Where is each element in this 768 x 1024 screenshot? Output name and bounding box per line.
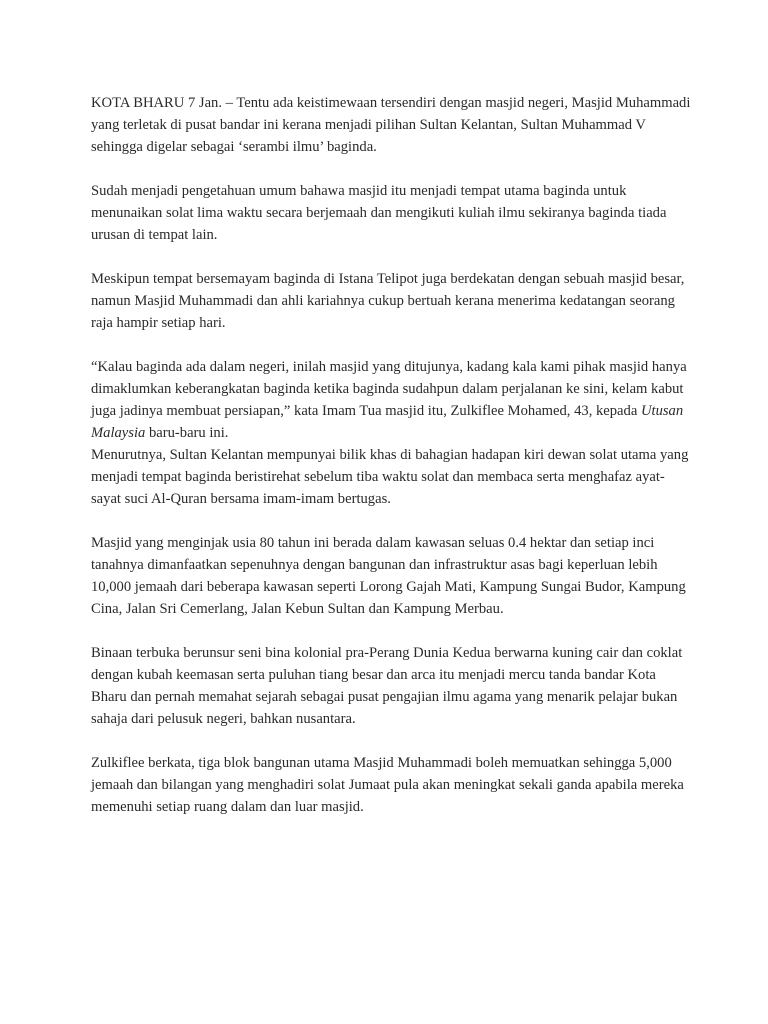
- publication-name: Utusan Malaysia: [91, 403, 684, 441]
- article-paragraph-8: Zulkiflee berkata, tiga blok bangunan utama Masjid Muhammadi boleh memuatkan sehingga 5,000 jemaah dan bilangan yang menghadiri solat Jumaat pula akan meningkat sekali ganda apabila mereka memenuhi setiap ruang dalam dan luar masjid.: [91, 755, 684, 815]
- quote-text: “Kalau baginda ada dalam negeri, inilah masjid yang ditujunya, kadang kala kami pihak masjid hanya dimaklumkan keberangkatan baginda ketika baginda sudahpun dalam perjalanan ke sini, kelam kabut juga jadinya membuat persiapan,” kata Imam Tua masjid itu, Zulkiflee Mohamed, 43, kepada: [91, 359, 687, 419]
- article-paragraph-6: Masjid yang menginjak usia 80 tahun ini berada dalam kawasan seluas 0.4 hektar dan setiap inci tanahnya dimanfaatkan sepenuhnya dengan bangunan dan infrastruktur asas bagi keperluan lebih 10,000 jemaah dari beberapa kawasan seperti Lorong Gajah Mati, Kampung Sungai Budor, Kampung Cina, Jalan Sri Cemerlang, Jalan Kebun Sultan dan Kampung Merbau.: [91, 535, 686, 617]
- article-paragraph-quote: [91, 356, 691, 444]
- article-paragraph-7: Binaan terbuka berunsur seni bina kolonial pra-Perang Dunia Kedua berwarna kuning cair dan coklat dengan kubah keemasan serta puluhan tiang besar dan arca itu menjadi mercu tanda bandar Kota Bharu dan pernah memahat sejarah sebagai pusat pengajian ilmu agama yang menarik pelajar bukan sahaja dari pelusuk negeri, bahkan nusantara.: [91, 645, 683, 727]
- article-paragraph-5: Menurutnya, Sultan Kelantan mempunyai bilik khas di bahagian hadapan kiri dewan solat utama yang menjadi tempat baginda beristirehat sebelum tiba waktu solat dan membaca serta menghafaz ayat-sayat suci Al-Quran bersama imam-imam bertugas.: [91, 447, 689, 507]
- quote-ending: baru-baru ini.: [145, 425, 229, 441]
- article-paragraph-3: Meskipun tempat bersemayam baginda di Istana Telipot juga berdekatan dengan sebuah masjid besar, namun Masjid Muhammadi dan ahli kariahnya cukup bertuah kerana menerima kedatangan seorang raja hampir setiap hari.: [91, 271, 685, 331]
- article-paragraph-1: KOTA BHARU 7 Jan. – Tentu ada keistimewaan tersendiri dengan masjid negeri, Masjid Muhammadi yang terletak di pusat bandar ini kerana menjadi pilihan Sultan Kelantan, Sultan Muhammad V sehingga digelar sebagai ‘serambi ilmu’ baginda.: [91, 95, 691, 155]
- article-body: [91, 92, 691, 840]
- article-paragraph-2: Sudah menjadi pengetahuan umum bahawa masjid itu menjadi tempat utama baginda untuk menunaikan solat lima waktu secara berjemaah dan mengikuti kuliah ilmu sekiranya baginda tiada urusan di tempat lain.: [91, 183, 667, 243]
